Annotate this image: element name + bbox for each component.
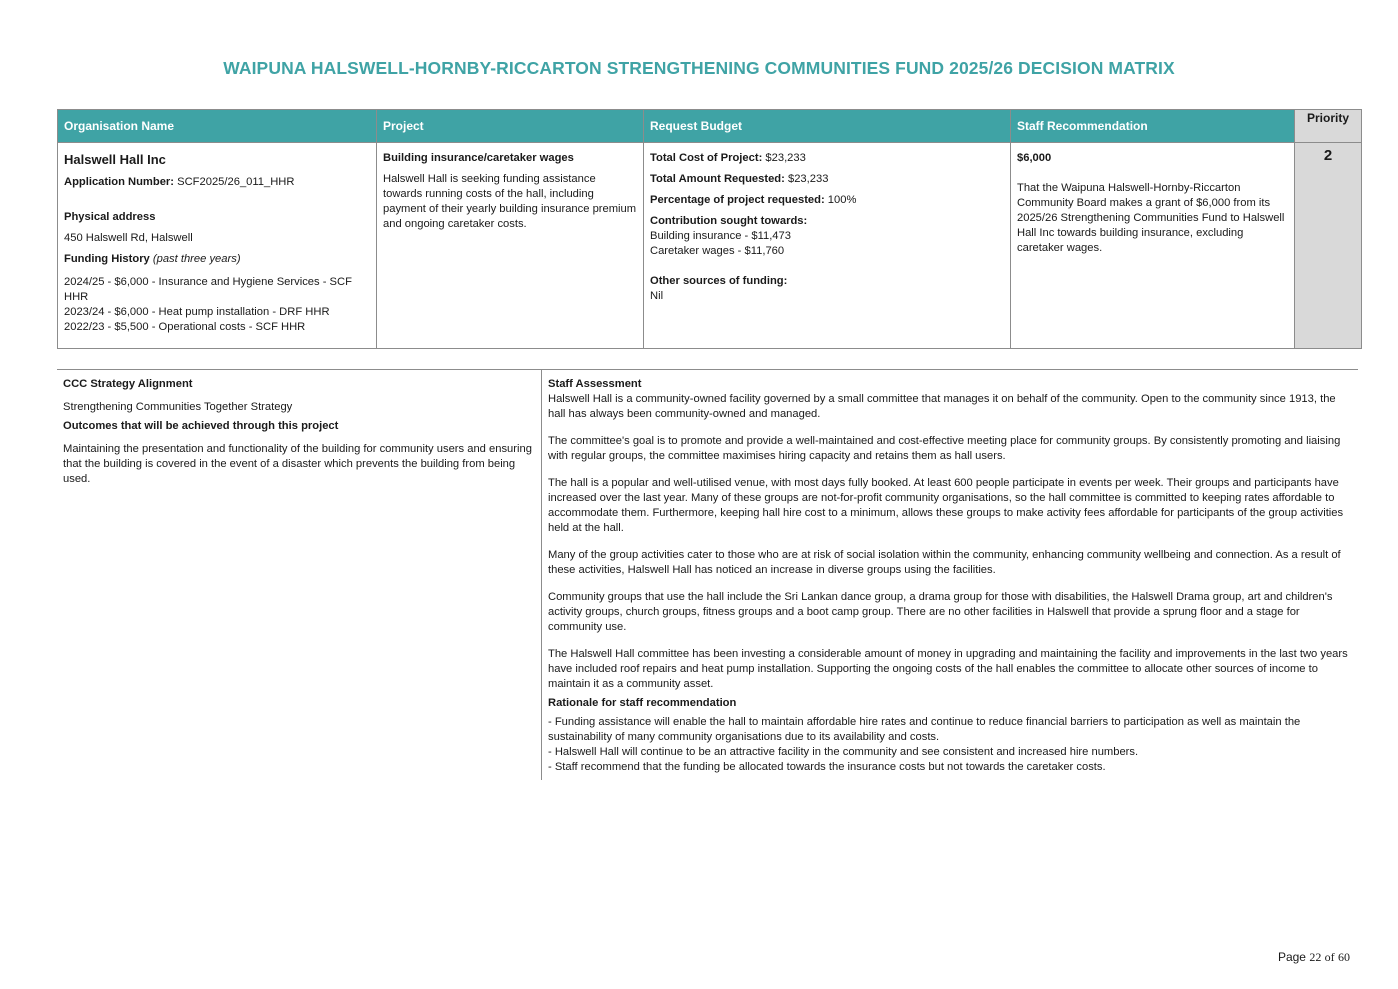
history-item: 2024/25 - $6,000 - Insurance and Hygiene Services - SCF HHR [64, 276, 352, 303]
assessment-paragraph: The hall is a popular and well-utilised venue, with most days fully booked. At least 600 people participate in events per week. Their groups and participants have increased over the last year. Many of these groups are not-for-profit community organisations, so the hall committee is committed to keeping rates affordable to accommodate them. Furthermore, keeping hall hire cost to a minimum, allows these groups to make activity fees affordable for participants of the group activities held at the hall. [548, 477, 1344, 534]
outcomes-text: Maintaining the presentation and functionality of the building for community users and ensuring that the building is covered in the event of a disaster which prevents the building from being used. [63, 443, 532, 485]
contribution-item: Building insurance - $11,473 [650, 230, 791, 242]
recommendation-amount: $6,000 [1017, 152, 1052, 164]
column-divider [541, 370, 542, 780]
application-number: Application Number: SCF2025/26_011_HHR [64, 176, 295, 188]
total-cost: Total Cost of Project: $23,233 [650, 152, 806, 164]
page-number: Page 22 of 60 [1277, 950, 1350, 964]
address: 450 Halswell Rd, Halswell [64, 232, 193, 244]
header-priority: Priority [1295, 110, 1362, 143]
recommendation-cell [1011, 143, 1295, 349]
header-organisation: Organisation Name [58, 110, 377, 143]
assessment-paragraph: Community groups that use the hall include the Sri Lankan dance group, a drama group for those with disabilities, the Halswell Drama group, art and children's activity groups, church groups, fitness groups and a boot camp group. There are no other facilities in Halswell that provide a sprung floor and a stage for community use. [548, 591, 1333, 633]
rationale-item: - Staff recommend that the funding be allocated towards the insurance costs but not towards the caretaker costs. [548, 761, 1106, 773]
assessment-paragraph: Halswell Hall is a community-owned facility governed by a small committee that manages it on behalf of the community. Open to the community since 1913, the hall has always been community-owned and managed. [548, 393, 1336, 420]
project-title: Building insurance/caretaker wages [383, 152, 574, 164]
table-row [58, 143, 1362, 349]
page-title: WAIPUNA HALSWELL-HORNBY-RICCARTON STRENGTHENING COMMUNITIES FUND 2025/26 DECISION MATRIX [223, 58, 1175, 78]
other-funding-label: Other sources of funding: [650, 275, 788, 287]
header-budget: Request Budget [644, 110, 1011, 143]
organisation-cell [58, 143, 377, 349]
decision-matrix-table [57, 109, 1362, 349]
other-funding: Nil [650, 290, 664, 302]
organisation-name: Halswell Hall Inc [64, 152, 166, 167]
assessment-label: Staff Assessment [548, 378, 642, 390]
funding-history-label: Funding History (past three years) [64, 253, 241, 265]
history-item: 2023/24 - $6,000 - Heat pump installation - DRF HHR [64, 306, 330, 318]
address-label: Physical address [64, 211, 156, 223]
strategy-value: Strengthening Communities Together Strategy [63, 401, 293, 413]
recommendation-text: That the Waipuna Halswell-Hornby-Riccarton Community Board makes a grant of $6,000 from its 2025/26 Strengthening Communities Fund to Halswell Hall Inc towards building insurance, excluding caretaker wages. [1017, 182, 1285, 254]
rationale-item: - Funding assistance will enable the hall to maintain affordable hire rates and continue to reduce financial barriers to participation as well as maintain the sustainability of many community organisations due to its availability and costs. [548, 716, 1301, 743]
assessment-paragraph: The Halswell Hall committee has been investing a considerable amount of money in upgrading and maintaining the facility and improvements in the last two years have included roof repairs and heat pump installation. Supporting the ongoing costs of the hall enables the committee to allocate other sources of income to maintain it as a community asset. [548, 648, 1348, 690]
total-requested: Total Amount Requested: $23,233 [650, 173, 829, 185]
assessment-paragraph: The committee's goal is to promote and provide a well-maintained and cost-effective meeting place for community groups. By consistently promoting and liaising with regular groups, the committee maximises hiring capacity and retains them as hall users. [548, 435, 1341, 462]
percentage-requested: Percentage of project requested: 100% [650, 194, 857, 206]
section-divider [57, 369, 1358, 370]
strategy-section [63, 377, 537, 487]
history-item: 2022/23 - $5,500 - Operational costs - SCF HHR [64, 321, 306, 333]
budget-cell [644, 143, 1011, 349]
rationale-label: Rationale for staff recommendation [548, 697, 737, 709]
contribution-label: Contribution sought towards: [650, 215, 808, 227]
project-cell [377, 143, 644, 349]
assessment-section [548, 377, 1354, 775]
priority-value: 2 [1295, 143, 1362, 349]
header-recommendation: Staff Recommendation [1011, 110, 1295, 143]
assessment-paragraph: Many of the group activities cater to those who are at risk of social isolation within the community, enhancing community wellbeing and connection. As a result of these activities, Halswell Hall has noticed an increase in diverse groups using the facilities. [548, 549, 1341, 576]
contribution-item: Caretaker wages - $11,760 [650, 245, 785, 257]
project-description: Halswell Hall is seeking funding assistance towards running costs of the hall, including payment of their yearly building insurance premium and ongoing caretaker costs. [383, 173, 637, 230]
outcomes-label: Outcomes that will be achieved through this project [63, 420, 339, 432]
rationale-item: - Halswell Hall will continue to be an attractive facility in the community and see consistent and increased hire numbers. [548, 746, 1139, 758]
table-header-row [58, 110, 1362, 143]
header-project: Project [377, 110, 644, 143]
strategy-label: CCC Strategy Alignment [63, 378, 193, 390]
